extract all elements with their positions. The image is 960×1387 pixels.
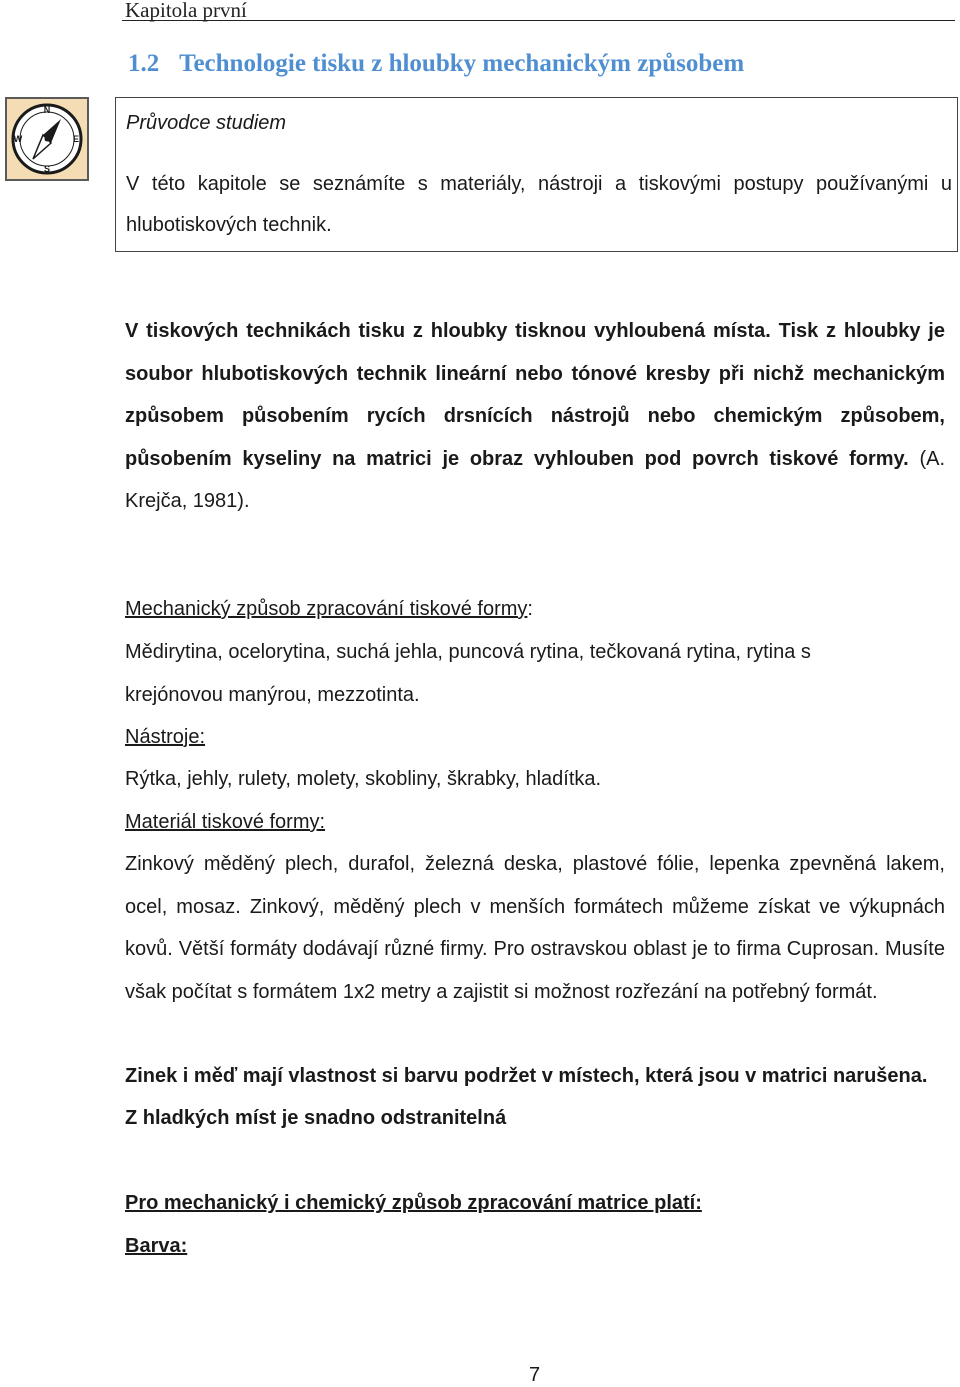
note-line-2: Z hladkých míst je snadno odstranitelná [125,1107,507,1129]
color-heading: Barva: [125,1235,188,1257]
compass-letter-e: E [72,134,80,144]
tools-list: Rýtka, jehly, rulety, molety, skobliny, škrabky, hladítka. [125,768,602,790]
study-guide-text: V této kapitole se seznámíte s materiály, nástroji a tiskovými postupy používanými u hlubotiskových technik. [126,173,952,236]
intro-citation: (A. Krejča, 1981). [125,447,945,512]
compass-letter-s: S [43,164,51,174]
compass-letter-n: N [43,105,51,115]
applies-heading: Pro mechanický i chemický způsob zpracování matrice platí: [125,1192,702,1214]
study-guide-title: Průvodce studiem [126,112,287,134]
intro-paragraph [125,310,945,523]
intro-bold-text: V tiskových technikách tisku z hloubky tisknou vyhloubená místa. Tisk z hloubky je soubor hlubotiskových technik lineární nebo tónové kresby při nichž mechanickým způsobem působením rycích drsnících nástrojů nebo chemickým způsobem, působením kyseliny na matrici je obraz vyhlouben pod povrch tiskové formy. [125,320,945,470]
header-rule [122,20,955,21]
note-line-1: Zinek i měď mají vlastnost si barvu podržet v místech, která jsou v matrici narušena. [125,1065,928,1087]
section-heading [128,50,744,78]
mechanical-heading-colon: : [527,598,533,620]
section-title: Technologie tisku z hloubky mechanickým způsobem [179,50,745,77]
page-number: 7 [529,1364,541,1386]
mechanical-heading-line [125,588,945,631]
tools-heading: Nástroje: [125,726,206,748]
compass-graphic [7,99,87,179]
study-guide-box [115,97,958,252]
compass-letter-w: W [13,134,23,144]
mechanical-techniques: Mědirytina, ocelorytina, suchá jehla, puncová rytina, tečkovaná rytina, rytina s krejónovou manýrou, mezzotinta. [125,641,811,706]
material-paragraph: Zinkový měděný plech, durafol, železná deska, plastové fólie, lepenka zpevněná lakem, ocel, mosaz. Zinkový, měděný plech v menších formátech můžeme získat ve výkupnách kovů. Větší formáty dodávají různé firmy. Pro ostravskou oblast je to firma Cuprosan. Musíte však počítat s formátem 1x2 metry a zajistit si možnost rozřezání na potřebný formát. [125,853,945,1003]
section-number: 1.2 [128,50,160,77]
mechanical-heading: Mechanický způsob zpracování tiskové formy [125,598,528,620]
compass-icon [5,97,89,181]
material-heading: Materiál tiskové formy: [125,811,326,833]
chapter-header: Kapitola první [125,0,247,22]
